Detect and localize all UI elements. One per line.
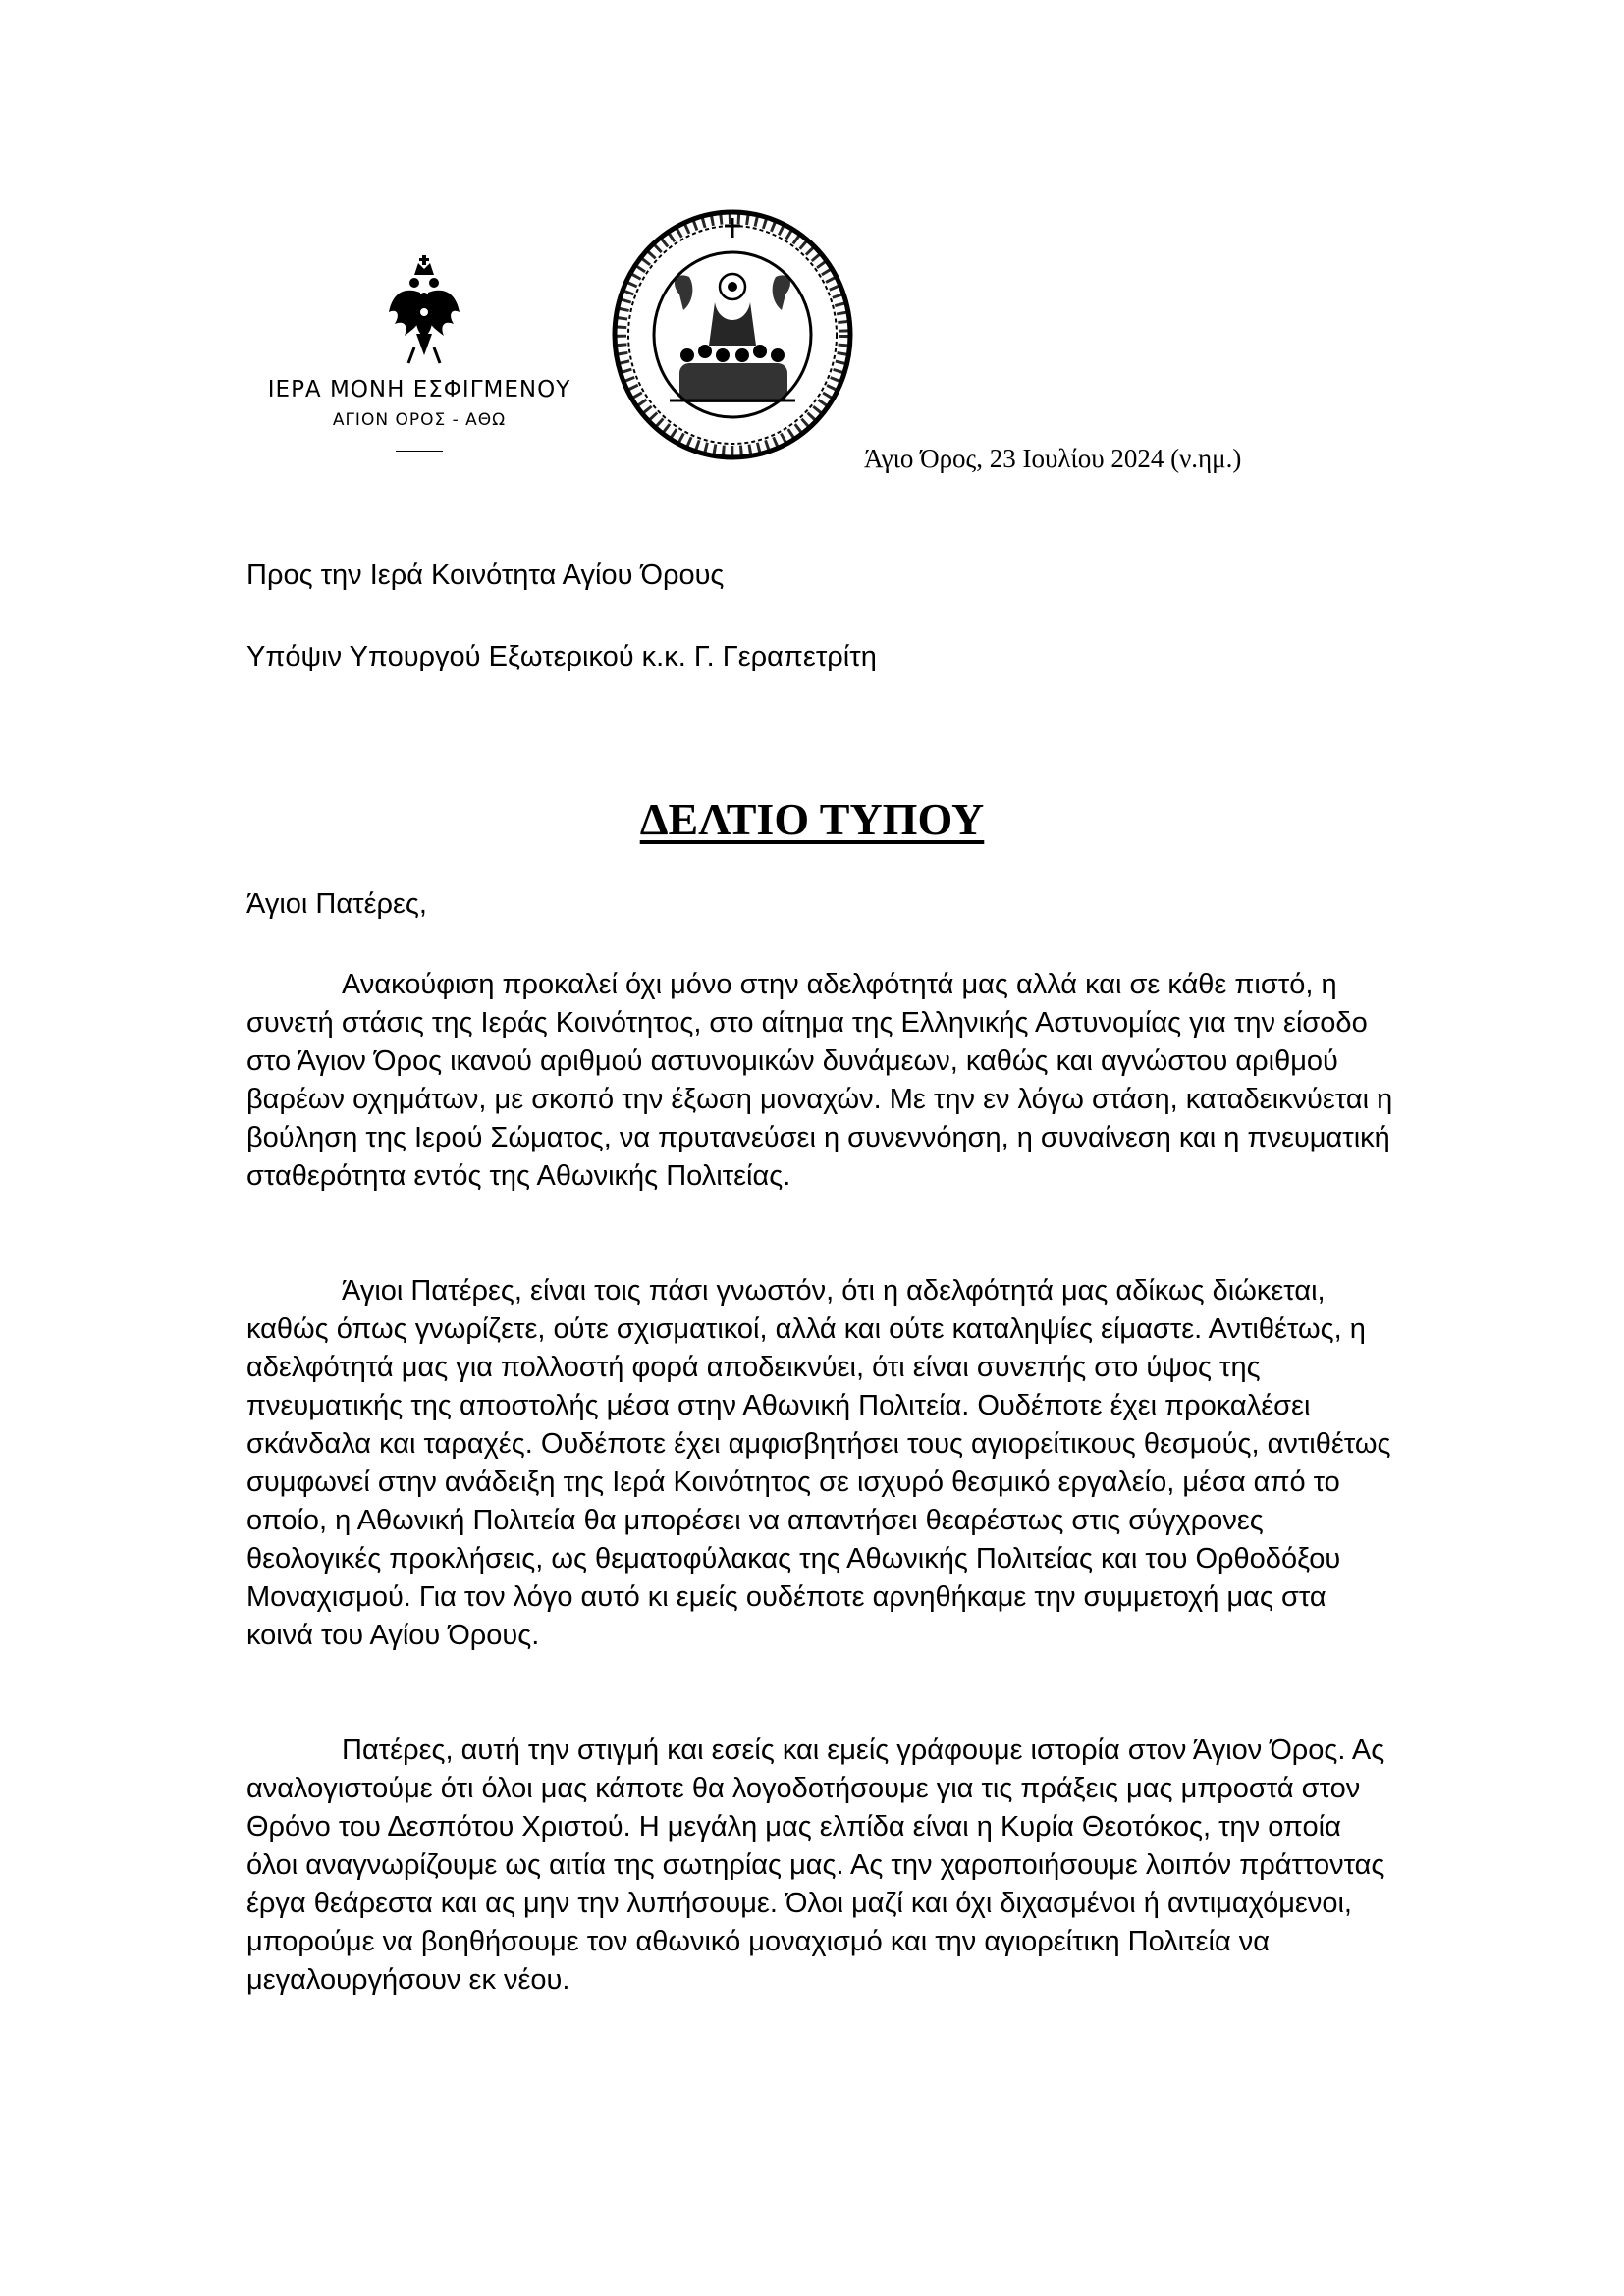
- cc-line: Υπόψιν Υπουργού Εξωτερικού κ.κ. Γ. Γεραπετρίτη: [246, 641, 877, 672]
- monastery-location: ΑΓΙΟΝ ΟΡΟΣ - ΑΘΩ: [332, 410, 507, 430]
- monastery-seal-icon: [611, 208, 854, 461]
- body-paragraph-2: Άγιοι Πατέρες, είναι τοις πάσι γνωστόν, ότι η αδελφότητά μας αδίκως διώκεται, καθώς όπως γνωρίζετε, ούτε σχισματικοί, αλλά και ούτε καταληψίες είμαστε. Αντιθέτως, η αδελφότητά μας για πολλοστή φορά αποδεικνύει, ότι είναι συνεπής στο ύψος της πνευματικής της αποστολής μέσα στην Αθωνική Πολιτεία. Ουδέποτε έχει προκαλέσει σκάνδαλα και ταραχές. Ουδέποτε έχει αμφισβητήσει τους αγιορείτικους θεσμούς, αντιθέτως συμφωνεί στην ανάδειξη της Ιερά Κοινότητος σε ισχυρό θεσμικό εργαλείο, μέσα από το οποίο, η Αθωνική Πολιτεία θα μπορέσει να απαντήσει θεαρέστως στις σύγχρονες θεολογικές προκλήσεις, ως θεματοφύλακας της Αθωνικής Πολιτείας και του Ορθοδόξου Μοναχισμού. Για τον λόγο αυτό κι εμείς ουδέποτε αρνηθήκαμε την συμμετοχή μας στα κοινά του Αγίου Όρους.: [246, 1275, 1391, 1651]
- letterhead-divider: [396, 451, 443, 452]
- recipient-line: Προς την Ιερά Κοινότητα Αγίου Όρους: [246, 560, 725, 591]
- monastery-name: ΙΕΡΑ ΜΟΝΗ ΕΣΦΙΓΜΕΝΟΥ: [267, 377, 571, 402]
- double-headed-eagle-icon: [385, 253, 463, 371]
- document-title: ΔΕΛΤΙΟ ΤΥΠΟΥ: [639, 794, 985, 844]
- salutation: Άγιοι Πατέρες,: [246, 888, 427, 920]
- body-paragraph-3: Πατέρες, αυτή την στιγμή και εσείς και εμείς γράφουμε ιστορία στον Άγιον Όρος. Ας αναλογιστούμε ότι όλοι μας κάποτε θα λογοδοτήσουμε για τις πράξεις μας μπροστά στον Θρόνο του Δεσπότου Χριστού. Η μεγάλη μας ελπίδα είναι η Κυρία Θεοτόκος, την οποία όλοι αναγνωρίζουμε ως αιτία της σωτηρίας μας. Ας την χαροποιήσουμε λοιπόν πράττοντας έργα θεάρεστα και ας μην την λυπήσουμε. Όλοι μαζί και όχι διχασμένοι ή αντιμαχόμενοι, μπορούμε να βοηθήσουμε τον αθωνικό μοναχισμό και την αγιορείτικη Πολιτεία να μεγαλουργήσουν εκ νέου.: [246, 1735, 1385, 1996]
- body-paragraph-1: Ανακούφιση προκαλεί όχι μόνο στην αδελφότητά μας αλλά και σε κάθε πιστό, η συνετή στάσις της Ιεράς Κοινότητος, στο αίτημα της Ελληνικής Αστυνομίας για την είσοδο στο Άγιον Όρος ικανού αριθμού αστυνομικών δυνάμεων, καθώς και αγνώστου αριθμού βαρέων οχημάτων, με σκοπό την έξωση μοναχών. Με την εν λόγω στάση, καταδεικνύεται η βούληση της Ιερού Σώματος, να πρυτανεύσει η συνεννόηση, η συναίνεση και η πνευματική σταθερότητα εντός της Αθωνικής Πολιτείας.: [246, 969, 1393, 1192]
- date-line: Άγιο Όρος, 23 Ιουλίου 2024 (ν.ημ.): [864, 444, 1242, 473]
